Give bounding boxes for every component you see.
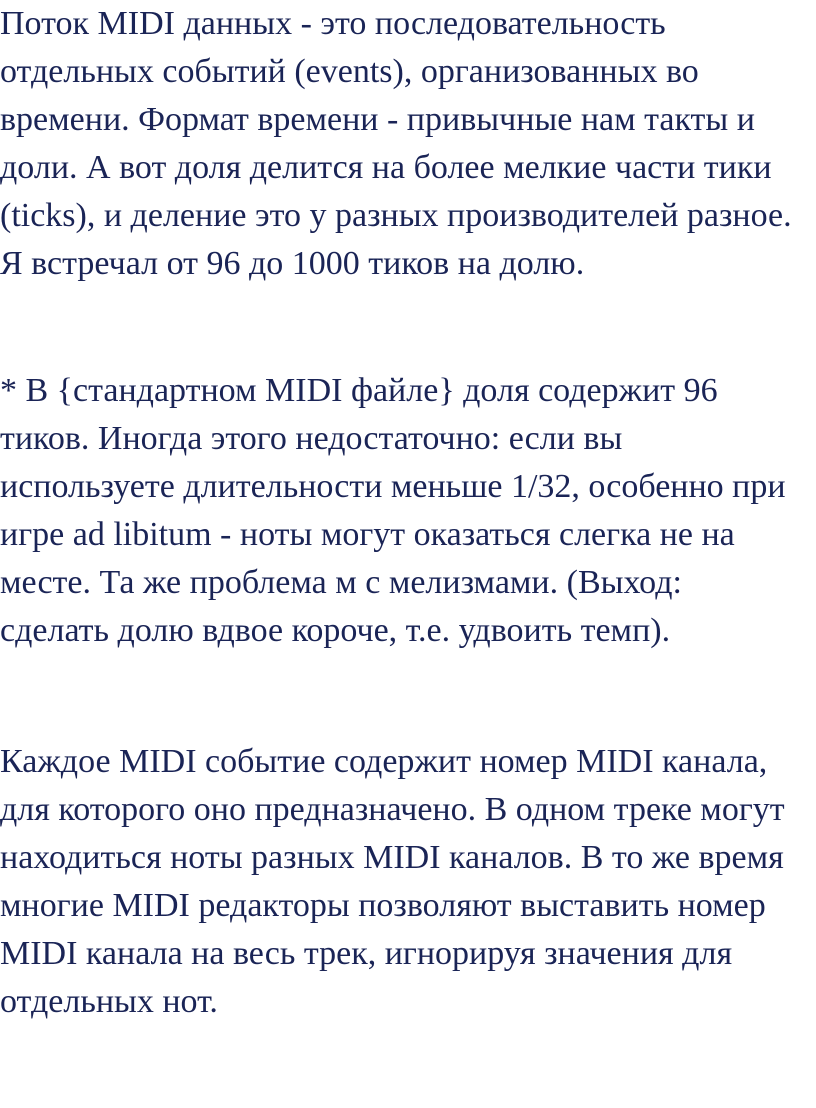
text-line: Каждое MIDI событие содержит номер MIDI канала, bbox=[0, 743, 768, 780]
text-line: (ticks), и деление это у разных производителей разное. bbox=[0, 197, 792, 234]
text-line: месте. Та же проблема м с мелизмами. (Выход: bbox=[0, 564, 682, 601]
text-line: находиться ноты разных MIDI каналов. В то же время bbox=[0, 839, 784, 876]
text-line: Я встречал от 96 до 1000 тиков на долю. bbox=[0, 245, 585, 282]
text-line: * В {стандартном MIDI файле} доля содержит 96 bbox=[0, 372, 718, 409]
text-line: тиков. Иногда этого недостаточно: если вы bbox=[0, 420, 623, 457]
text-line: используете длительности меньше 1/32, особенно при bbox=[0, 468, 786, 505]
text-line: доли. А вот доля делится на более мелкие части тики bbox=[0, 149, 772, 186]
text-line: многие MIDI редакторы позволяют выставить номер bbox=[0, 887, 766, 924]
text-line: времени. Формат времени - привычные нам такты и bbox=[0, 101, 755, 138]
paragraph-standard-midi-file bbox=[0, 367, 816, 655]
text-line: сделать долю вдвое короче, т.е. удвоить темп). bbox=[0, 612, 671, 649]
paragraph-midi-stream bbox=[0, 0, 816, 288]
text-line: MIDI канала на весь трек, игнорируя значения для bbox=[0, 935, 733, 972]
text-line: игре ad libitum - ноты могут оказаться слегка не на bbox=[0, 516, 735, 553]
text-line: Поток MIDI данных - это последовательность bbox=[0, 5, 666, 42]
text-line: отдельных событий (events), организованных во bbox=[0, 53, 699, 90]
text-line: для которого оно предназначено. В одном треке могут bbox=[0, 791, 785, 828]
paragraph-midi-channels bbox=[0, 738, 816, 1026]
text-line: отдельных нот. bbox=[0, 983, 218, 1020]
